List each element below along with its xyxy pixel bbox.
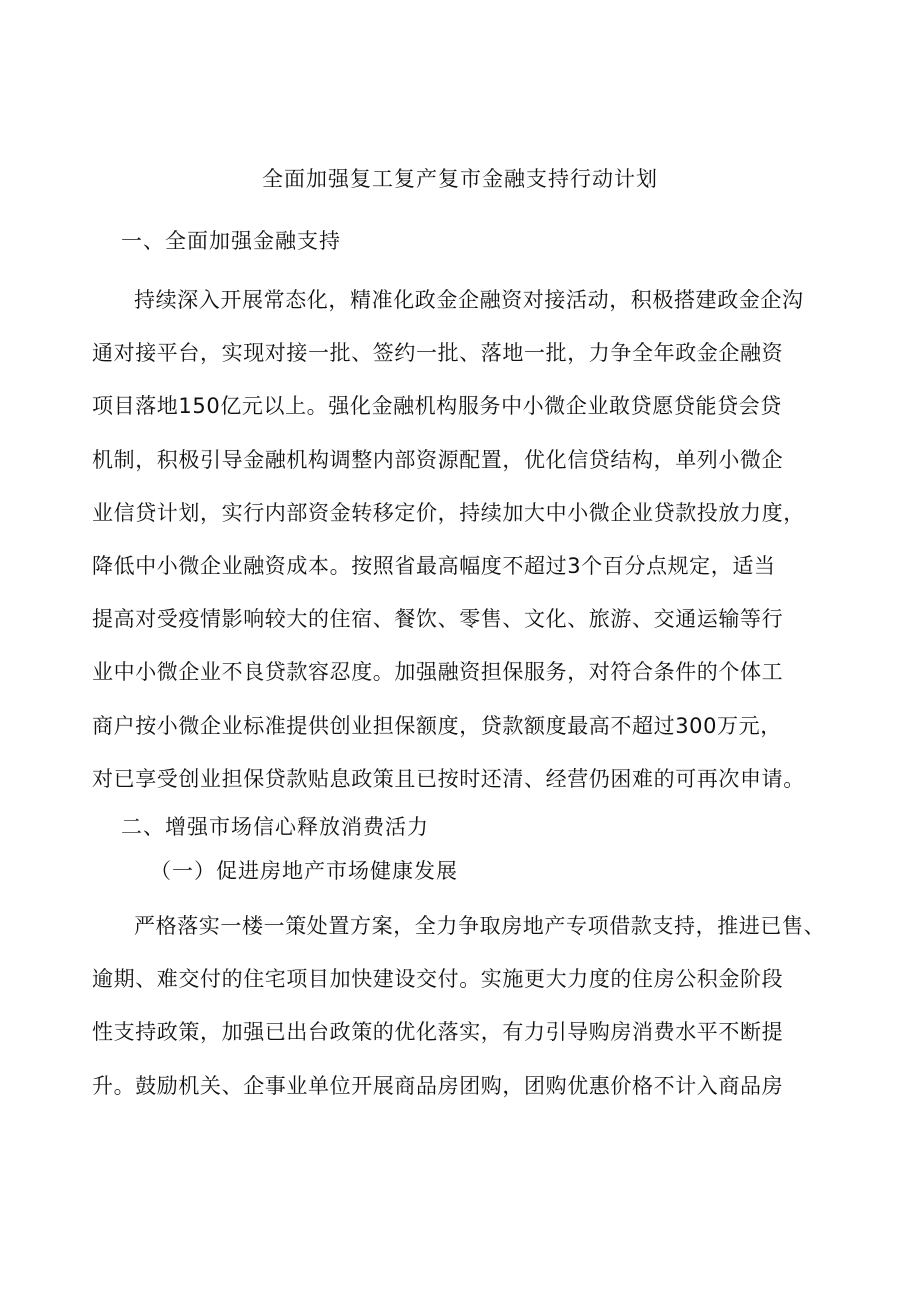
section-heading-1: 一、全面加强金融支持 (121, 229, 341, 253)
section-2-paragraph (92, 900, 844, 1113)
paragraph-line: 持续深入开展常态化，精准化政金企融资对接活动，积极搭建政金企沟 (134, 288, 804, 312)
paragraph-line: 提高对受疫情影响较大的住宿、餐饮、零售、文化、旅游、交通运输等行 (92, 607, 784, 632)
paragraph-line: 业信贷计划，实行内部资金转移定价，持续加大中小微企业贷款投放力度， (92, 500, 805, 525)
paragraph-line: 通对接平台，实现对接一批、签约一批、落地一批，力争全年政金企融资 (92, 341, 784, 366)
section-heading-2: 二、增强市场信心释放消费活力 (121, 815, 429, 839)
paragraph-line: 严格落实一楼一策处置方案，全力争取房地产专项借款支持，推进已售、 (134, 914, 826, 938)
paragraph-line: 对已享受创业担保贷款贴息政策且已按时还清、经营仍困难的可再次申请。 (92, 766, 805, 791)
paragraph-line: 降低中小微企业融资成本。按照省最高幅度不超过3个百分点规定，适当 (92, 554, 776, 579)
section-1-paragraph (92, 274, 844, 806)
paragraph-line: 性支持政策，加强已出台政策的优化落实，有力引导购房消费水平不断提 (92, 1020, 784, 1045)
paragraph-line: 机制，积极引导金融机构调整内部资源配置，优化信贷结构，单列小微企 (92, 447, 784, 472)
subsection-heading-1: （一）促进房地产市场健康发展 (150, 859, 458, 883)
paragraph-line: 逾期、难交付的住宅项目加快建设交付。实施更大力度的住房公积金阶段 (92, 967, 784, 992)
paragraph-line: 升。鼓励机关、企事业单位开展商品房团购，团购优惠价格不计入商品房 (92, 1073, 784, 1098)
paragraph-line: 项目落地150亿元以上。强化金融机构服务中小微企业敢贷愿贷能贷会贷 (92, 394, 782, 419)
paragraph-line: 业中小微企业不良贷款容忍度。加强融资担保服务，对符合条件的个体工 (92, 660, 784, 685)
paragraph-line: 商户按小微企业标准提供创业担保额度，贷款额度最高不超过300万元， (92, 713, 782, 738)
document-title: 全面加强复工复产复市金融支持行动计划 (262, 167, 658, 191)
